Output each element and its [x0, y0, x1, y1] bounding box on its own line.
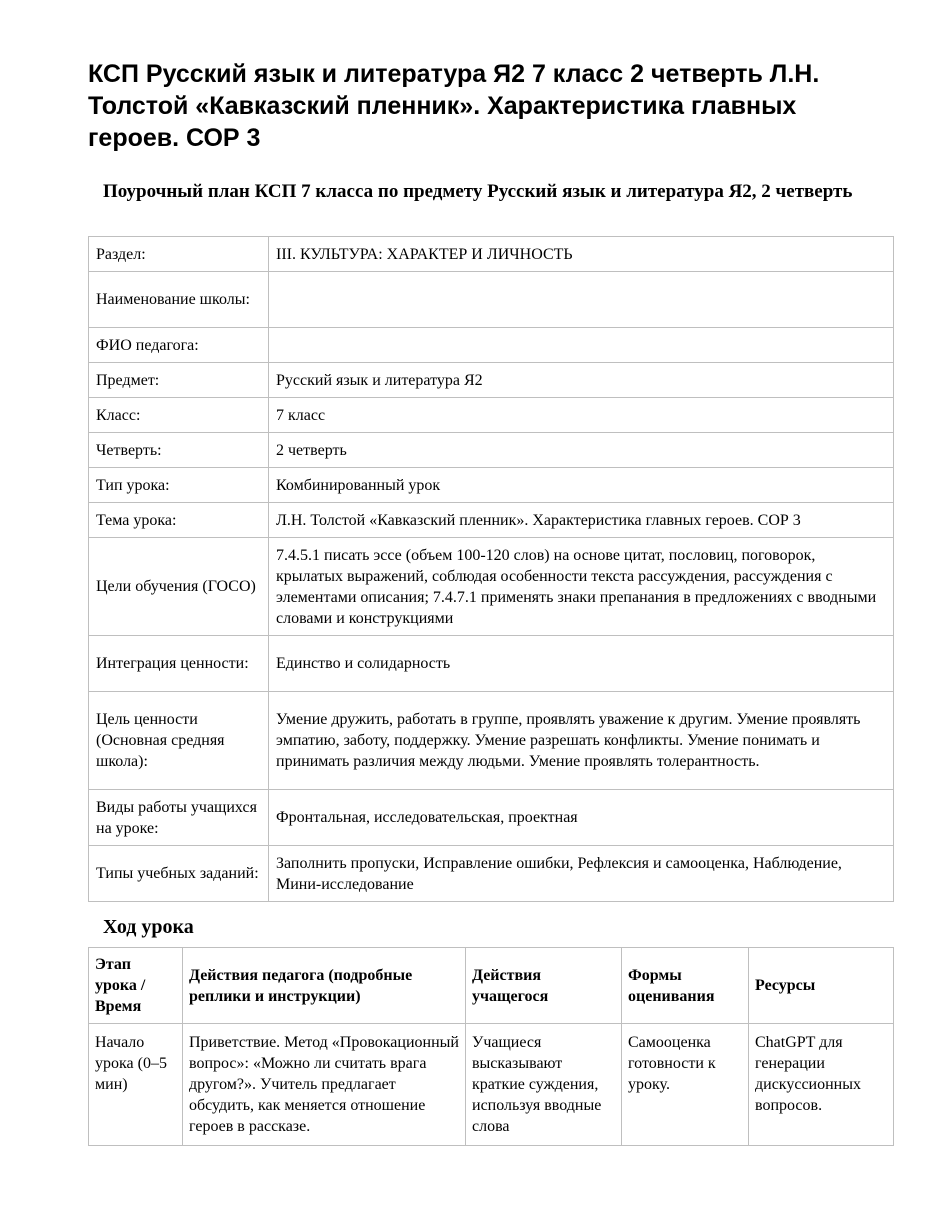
student-actions-cell: Учащиеся высказывают краткие суждения, используя вводные слова [466, 1024, 622, 1146]
lesson-info-table [88, 236, 894, 902]
row-label: ФИО педагога: [89, 328, 269, 363]
row-label: Четверть: [89, 433, 269, 468]
row-value: III. КУЛЬТУРА: ХАРАКТЕР И ЛИЧНОСТЬ [269, 237, 894, 272]
row-value: 7.4.5.1 писать эссе (объем 100-120 слов) на основе цитат, пословиц, поговорок, крылатых выражений, соблюдая особенности текста рассуждения, рассуждения с элементами описания; 7.4.7.1 применять знаки препанания в предложениях с вводными словами и конструкциями [269, 538, 894, 636]
row-label: Тема урока: [89, 503, 269, 538]
column-header-assessment: Формы оценивания [622, 948, 749, 1024]
table-row [89, 363, 894, 398]
table-row [89, 636, 894, 692]
column-header-stage: Этап урока / Время [89, 948, 183, 1024]
column-header-student-actions: Действия учащегося [466, 948, 622, 1024]
row-label: Интеграция ценности: [89, 636, 269, 692]
table-row [89, 1024, 894, 1146]
table-row [89, 503, 894, 538]
row-value [269, 328, 894, 363]
column-header-resources: Ресурсы [749, 948, 894, 1024]
resources-cell: ChatGPT для генерации дискуссионных вопросов. [749, 1024, 894, 1146]
row-value [269, 272, 894, 328]
row-label: Раздел: [89, 237, 269, 272]
row-label: Цели обучения (ГОСО) [89, 538, 269, 636]
table-row [89, 790, 894, 846]
row-label: Тип урока: [89, 468, 269, 503]
row-value: 7 класс [269, 398, 894, 433]
row-value: Л.Н. Толстой «Кавказский пленник». Характеристика главных героев. СОР 3 [269, 503, 894, 538]
row-value: Умение дружить, работать в группе, проявлять уважение к другим. Умение проявлять эмпатию, заботу, поддержку. Умение разрешать конфликты. Умение понимать и принимать различия между людьми. Умение проявлять толерантность. [269, 692, 894, 790]
row-value: Русский язык и литература Я2 [269, 363, 894, 398]
table-row [89, 846, 894, 902]
row-label: Класс: [89, 398, 269, 433]
row-value: Фронтальная, исследовательская, проектная [269, 790, 894, 846]
stage-cell: Начало урока (0–5 мин) [89, 1024, 183, 1146]
row-value: Комбинированный урок [269, 468, 894, 503]
row-label: Наименование школы: [89, 272, 269, 328]
row-value: 2 четверть [269, 433, 894, 468]
table-row [89, 538, 894, 636]
row-value: Заполнить пропуски, Исправление ошибки, Рефлексия и самооценка, Наблюдение, Мини-исследование [269, 846, 894, 902]
table-header-row [89, 948, 894, 1024]
plan-subtitle: Поурочный план КСП 7 класса по предмету Русский язык и литература Я2, 2 четверть [103, 181, 853, 202]
table-row [89, 468, 894, 503]
row-label: Типы учебных заданий: [89, 846, 269, 902]
assessment-cell: Самооценка готовности к уроку. [622, 1024, 749, 1146]
lesson-flow-heading: Ход урока [103, 916, 194, 938]
row-label: Предмет: [89, 363, 269, 398]
column-header-teacher-actions: Действия педагога (подробные реплики и инструкции) [183, 948, 466, 1024]
lesson-flow-table [88, 947, 894, 1146]
table-row [89, 328, 894, 363]
table-row [89, 433, 894, 468]
document-title: КСП Русский язык и литература Я2 7 класс 2 четверть Л.Н. Толстой «Кавказский пленник». Характеристика главных героев. СОР 3 [88, 60, 820, 152]
table-row [89, 237, 894, 272]
table-row [89, 272, 894, 328]
row-label: Виды работы учащихся на уроке: [89, 790, 269, 846]
row-value: Единство и солидарность [269, 636, 894, 692]
row-label: Цель ценности (Основная средняя школа): [89, 692, 269, 790]
teacher-actions-cell: Приветствие. Метод «Провокационный вопрос»: «Можно ли считать врага другом?». Учитель предлагает обсудить, как меняется отношение героев в рассказе. [183, 1024, 466, 1146]
table-row [89, 692, 894, 790]
table-row [89, 398, 894, 433]
